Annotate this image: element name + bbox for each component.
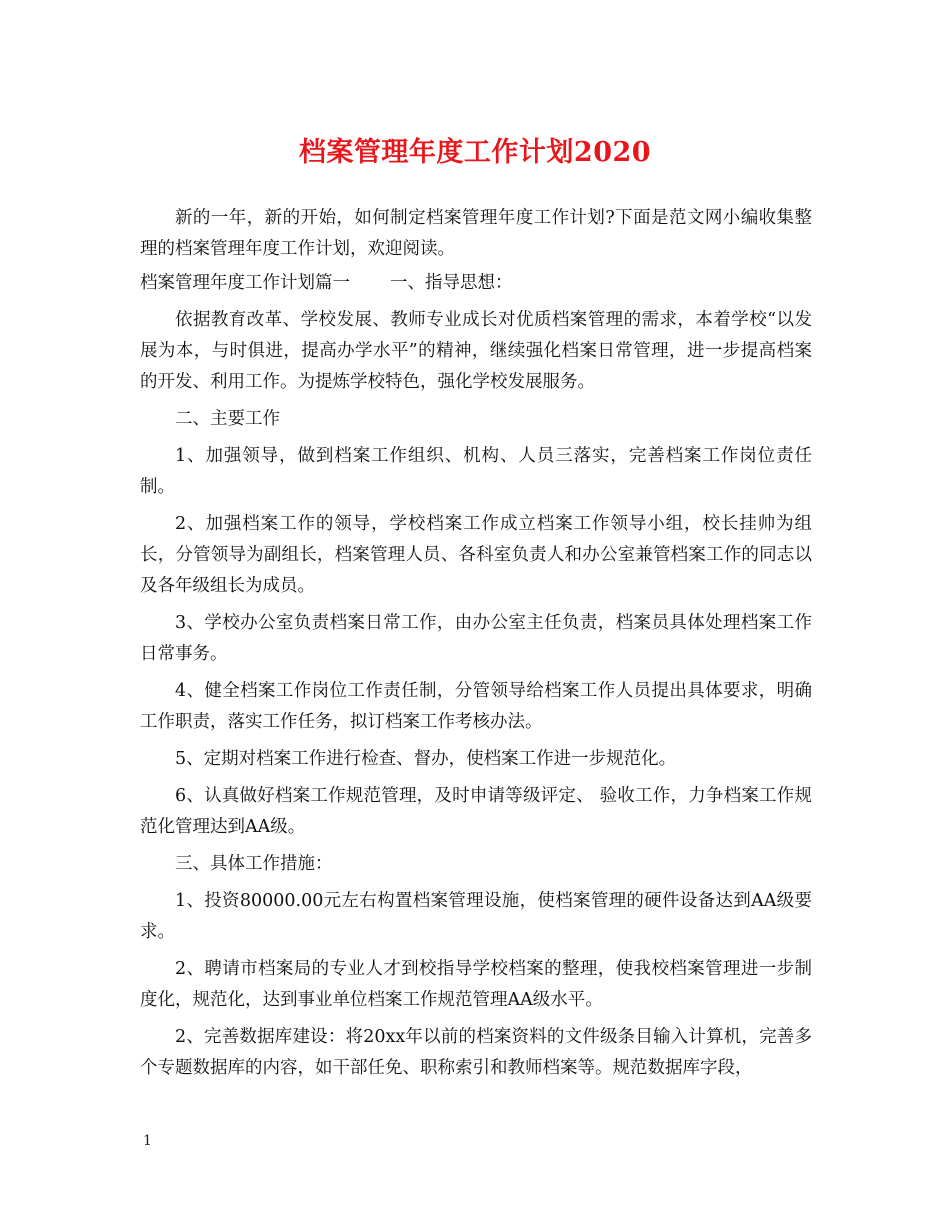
work-item-5: 5、定期对档案工作进行检查、督办，使档案工作进一步规范化。: [175, 749, 677, 769]
document-body: [140, 203, 812, 1090]
plan-part-label: 档案管理年度工作计划篇一: [140, 273, 350, 293]
work-item-4: 4、健全档案工作岗位工作责任制，分管领导给档案工作人员提出具体要求，明确工作职责，落实工作任务，拟订档案工作考核办法。: [140, 681, 812, 732]
guiding-ideology-paragraph: 依据教育改革、学校发展、教师专业成长对优质档案管理的需求，本着学校“以发展为本，与时俱进，提高办学水平”的精神，继续强化档案日常管理，进一步提高档案的开发、利用工作。为提炼学校特色，强化学校发展服务。: [140, 310, 812, 392]
work-item-1: 1、加强领导，做到档案工作组织、机构、人员三落实，完善档案工作岗位责任制。: [140, 446, 812, 497]
section-heading-line: [140, 268, 812, 299]
measure-item-1: 1、投资80000.00元左右构置档案管理设施，使档案管理的硬件设备达到AA级要求。: [140, 891, 812, 942]
page-number: 1: [143, 1133, 152, 1149]
main-work-heading: 二、主要工作: [175, 409, 280, 429]
measures-heading: 三、具体工作措施：: [175, 854, 333, 874]
document-title: 档案管理年度工作计划2020: [298, 137, 652, 168]
intro-paragraph: 新的一年，新的开始，如何制定档案管理年度工作计划?下面是范文网小编收集整理的档案管理年度工作计划，欢迎阅读。: [140, 208, 812, 259]
work-item-3: 3、学校办公室负责档案日常工作，由办公室主任负责，档案员具体处理档案工作日常事务。: [140, 613, 812, 664]
measure-item-3: 2、完善数据库建设：将20xx年以前的档案资料的文件级条目输入计算机，完善多个专题数据库的内容，如干部任免、职称索引和教师档案等。规范数据库字段，: [140, 1027, 812, 1078]
work-item-6: 6、认真做好档案工作规范管理，及时申请等级评定、 验收工作，力争档案工作规范化管理达到AA级。: [140, 786, 812, 837]
guiding-ideology-heading: 一、指导思想：: [390, 273, 513, 293]
measure-item-2: 2、聘请市档案局的专业人才到校指导学校档案的整理，使我校档案管理进一步制度化，规范化，达到事业单位档案工作规范管理AA级水平。: [140, 959, 812, 1010]
work-item-2: 2、加强档案工作的领导，学校档案工作成立档案工作领导小组，校长挂帅为组长，分管领导为副组长，档案管理人员、各科室负责人和办公室兼管档案工作的同志以及各年级组长为成员。: [140, 514, 812, 596]
